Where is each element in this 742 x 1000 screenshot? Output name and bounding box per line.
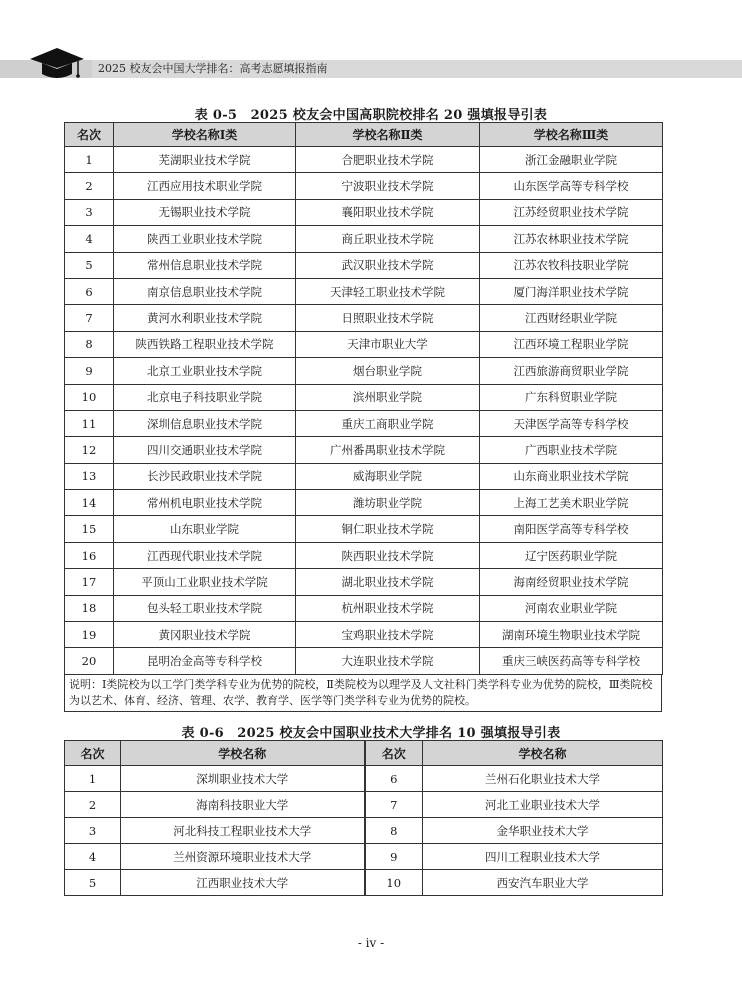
col-header-type3: 学校名称Ⅲ类	[480, 123, 663, 147]
table-row	[65, 358, 663, 384]
school-name-cell: 海南科技职业大学	[121, 792, 365, 818]
school-type3-cell: 河南农业职业学院	[480, 595, 663, 621]
rank-cell: 13	[65, 463, 114, 489]
rank-cell: 2	[65, 173, 114, 199]
rank-cell: 8	[65, 331, 114, 357]
rank-cell: 10	[365, 870, 423, 896]
rank-cell: 7	[365, 792, 423, 818]
school-type2-cell: 宝鸡职业技术学院	[296, 622, 480, 648]
school-type2-cell: 湖北职业技术学院	[296, 569, 480, 595]
rank-cell: 5	[65, 870, 121, 896]
school-type1-cell: 陕西工业职业技术学院	[114, 226, 296, 252]
school-type3-cell: 江苏经贸职业技术学院	[480, 199, 663, 225]
table2-container	[64, 740, 662, 896]
school-type2-cell: 大连职业技术学院	[296, 648, 480, 674]
rank-cell: 19	[65, 622, 114, 648]
school-type3-cell: 江西旅游商贸职业学院	[480, 358, 663, 384]
table-row	[65, 648, 663, 674]
rank-cell: 18	[65, 595, 114, 621]
col-header-rank-left: 名次	[65, 741, 121, 766]
table-row	[65, 569, 663, 595]
school-type1-cell: 无锡职业技术学院	[114, 199, 296, 225]
school-name-cell: 四川工程职业技术大学	[423, 844, 663, 870]
school-name-cell: 江西职业技术大学	[121, 870, 365, 896]
table-row	[65, 516, 663, 542]
school-type2-cell: 襄阳职业技术学院	[296, 199, 480, 225]
school-type1-cell: 黄河水利职业技术学院	[114, 305, 296, 331]
school-type2-cell: 滨州职业学院	[296, 384, 480, 410]
school-type1-cell: 山东职业学院	[114, 516, 296, 542]
table-row	[65, 331, 663, 357]
school-type3-cell: 重庆三峡医药高等专科学校	[480, 648, 663, 674]
rank-cell: 1	[65, 147, 114, 173]
table-row	[65, 252, 663, 278]
school-name-cell: 兰州石化职业技术大学	[423, 766, 663, 792]
school-type2-cell: 商丘职业技术学院	[296, 226, 480, 252]
rank-cell: 14	[65, 490, 114, 516]
table-row	[65, 278, 663, 304]
school-type1-cell: 北京工业职业技术学院	[114, 358, 296, 384]
school-name-cell: 河北科技工程职业技术大学	[121, 818, 365, 844]
rank-cell: 3	[65, 818, 121, 844]
school-type3-cell: 江苏农林职业技术学院	[480, 226, 663, 252]
school-type1-cell: 黄冈职业技术学院	[114, 622, 296, 648]
rank-cell: 7	[65, 305, 114, 331]
school-type1-cell: 平顶山工业职业技术学院	[114, 569, 296, 595]
page-number: - iv -	[357, 936, 385, 950]
school-type1-cell: 常州机电职业技术学院	[114, 490, 296, 516]
rank-cell: 16	[65, 542, 114, 568]
rank-cell: 12	[65, 437, 114, 463]
school-type3-cell: 厦门海洋职业技术学院	[480, 278, 663, 304]
table-row	[65, 490, 663, 516]
rank-cell: 11	[65, 410, 114, 436]
school-name-cell: 深圳职业技术大学	[121, 766, 365, 792]
school-type3-cell: 江西环境工程职业学院	[480, 331, 663, 357]
rank-cell: 6	[365, 766, 423, 792]
school-type2-cell: 烟台职业学院	[296, 358, 480, 384]
school-name-cell: 西安汽车职业大学	[423, 870, 663, 896]
school-type2-cell: 宁波职业技术学院	[296, 173, 480, 199]
table-row	[65, 818, 663, 844]
table2-header-row	[65, 741, 663, 766]
school-type3-cell: 江苏农牧科技职业学院	[480, 252, 663, 278]
school-type3-cell: 海南经贸职业技术学院	[480, 569, 663, 595]
rank-cell: 6	[65, 278, 114, 304]
school-name-cell: 河北工业职业技术大学	[423, 792, 663, 818]
rank-cell: 8	[365, 818, 423, 844]
school-type3-cell: 广东科贸职业学院	[480, 384, 663, 410]
school-type2-cell: 杭州职业技术学院	[296, 595, 480, 621]
school-type1-cell: 南京信息职业技术学院	[114, 278, 296, 304]
school-name-cell: 兰州资源环境职业技术大学	[121, 844, 365, 870]
school-type2-cell: 日照职业技术学院	[296, 305, 480, 331]
school-type1-cell: 四川交通职业技术学院	[114, 437, 296, 463]
school-type2-cell: 铜仁职业技术学院	[296, 516, 480, 542]
vocational-college-ranking-table	[64, 122, 663, 675]
school-type1-cell: 江西应用技术职业学院	[114, 173, 296, 199]
col-header-type2: 学校名称Ⅱ类	[296, 123, 480, 147]
table-row	[65, 173, 663, 199]
table-row	[65, 437, 663, 463]
col-header-type1: 学校名称Ⅰ类	[114, 123, 296, 147]
school-type2-cell: 天津市职业大学	[296, 331, 480, 357]
rank-cell: 2	[65, 792, 121, 818]
school-type3-cell: 南阳医学高等专科学校	[480, 516, 663, 542]
table-row	[65, 542, 663, 568]
table1-note: 说明：Ⅰ类院校为以工学门类学科专业为优势的院校，Ⅱ类院校为以理学及人文社科门类学科专业为优势的院校，Ⅲ类院校为以艺术、体育、经济、管理、农学、教育学、医学等门类学科专业为优势的院校。	[64, 675, 662, 712]
school-type2-cell: 威海职业学院	[296, 463, 480, 489]
running-header-title: 2025 校友会中国大学排名：高考志愿填报指南	[98, 62, 328, 75]
school-type3-cell: 上海工艺美术职业学院	[480, 490, 663, 516]
table-row	[65, 199, 663, 225]
school-type2-cell: 天津轻工职业技术学院	[296, 278, 480, 304]
rank-cell: 1	[65, 766, 121, 792]
graduation-cap-icon	[28, 44, 86, 84]
table-row	[65, 870, 663, 896]
rank-cell: 4	[65, 844, 121, 870]
school-type2-cell: 广州番禺职业技术学院	[296, 437, 480, 463]
col-header-rank-right: 名次	[365, 741, 423, 766]
school-type1-cell: 芜湖职业技术学院	[114, 147, 296, 173]
rank-cell: 5	[65, 252, 114, 278]
col-header-school-left: 学校名称	[121, 741, 365, 766]
table-row	[65, 410, 663, 436]
school-type3-cell: 江西财经职业学院	[480, 305, 663, 331]
table-row	[65, 463, 663, 489]
school-type2-cell: 武汉职业技术学院	[296, 252, 480, 278]
school-type1-cell: 江西现代职业技术学院	[114, 542, 296, 568]
rank-cell: 15	[65, 516, 114, 542]
school-type3-cell: 山东医学高等专科学校	[480, 173, 663, 199]
school-type3-cell: 广西职业技术学院	[480, 437, 663, 463]
col-header-rank: 名次	[65, 123, 114, 147]
rank-cell: 4	[65, 226, 114, 252]
rank-cell: 10	[65, 384, 114, 410]
table2-caption: 表 0-6 2025 校友会中国职业技术大学排名 10 强填报导引表	[181, 726, 561, 741]
school-type3-cell: 天津医学高等专科学校	[480, 410, 663, 436]
table-row	[65, 147, 663, 173]
school-type1-cell: 常州信息职业技术学院	[114, 252, 296, 278]
rank-cell: 17	[65, 569, 114, 595]
table-row	[65, 622, 663, 648]
table-row	[65, 226, 663, 252]
rank-cell: 20	[65, 648, 114, 674]
vocational-university-ranking-table	[64, 740, 663, 896]
school-type1-cell: 北京电子科技职业学院	[114, 384, 296, 410]
school-name-cell: 金华职业技术大学	[423, 818, 663, 844]
table-row	[65, 595, 663, 621]
col-header-school-right: 学校名称	[423, 741, 663, 766]
rank-cell: 9	[365, 844, 423, 870]
school-type1-cell: 包头轻工职业技术学院	[114, 595, 296, 621]
table1-container	[64, 122, 662, 712]
table1-header-row	[65, 123, 663, 147]
school-type2-cell: 重庆工商职业学院	[296, 410, 480, 436]
school-type2-cell: 潍坊职业学院	[296, 490, 480, 516]
school-type1-cell: 昆明冶金高等专科学校	[114, 648, 296, 674]
table-row	[65, 305, 663, 331]
school-type1-cell: 深圳信息职业技术学院	[114, 410, 296, 436]
table-row	[65, 792, 663, 818]
school-type1-cell: 陕西铁路工程职业技术学院	[114, 331, 296, 357]
table-row	[65, 844, 663, 870]
school-type3-cell: 浙江金融职业学院	[480, 147, 663, 173]
school-type2-cell: 合肥职业技术学院	[296, 147, 480, 173]
school-type1-cell: 长沙民政职业技术学院	[114, 463, 296, 489]
school-type3-cell: 山东商业职业技术学院	[480, 463, 663, 489]
rank-cell: 3	[65, 199, 114, 225]
school-type3-cell: 辽宁医药职业学院	[480, 542, 663, 568]
table-row	[65, 384, 663, 410]
table-row	[65, 766, 663, 792]
rank-cell: 9	[65, 358, 114, 384]
school-type2-cell: 陕西职业技术学院	[296, 542, 480, 568]
table1-caption: 表 0-5 2025 校友会中国高职院校排名 20 强填报导引表	[194, 108, 548, 123]
school-type3-cell: 湖南环境生物职业技术学院	[480, 622, 663, 648]
